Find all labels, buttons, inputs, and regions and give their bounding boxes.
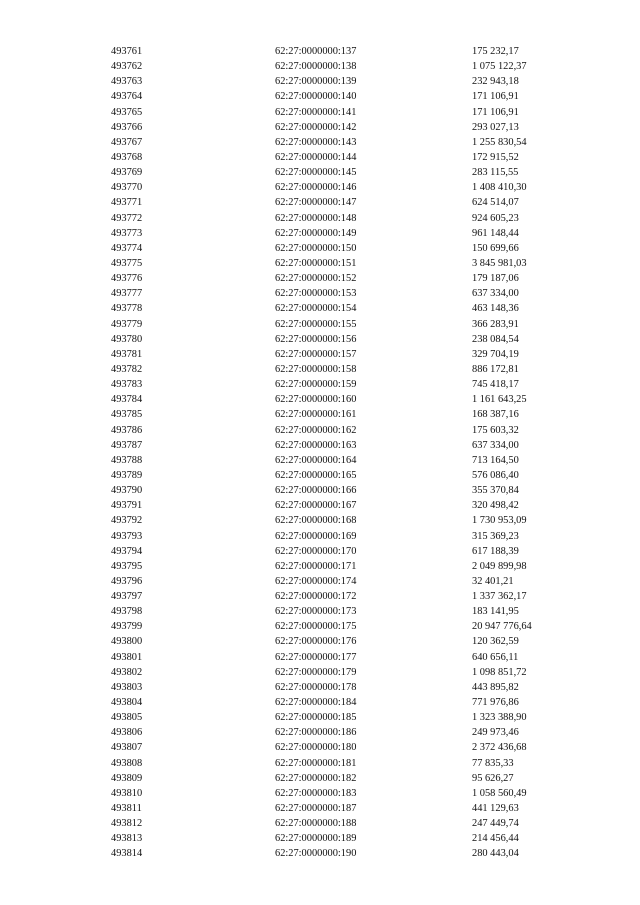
value-cell: 2 372 436,68 [472,742,527,754]
row-number-cell: 493776 [111,273,143,285]
value-cell: 95 626,27 [472,772,514,784]
value-cell: 924 605,23 [472,212,519,224]
value-cell: 886 172,81 [472,363,519,375]
row-number-cell: 493786 [111,424,143,436]
row-number-cell: 493766 [111,121,143,133]
value-cell: 2 049 899,98 [472,560,527,572]
cadastral-number-cell: 62:27:0000000:142 [275,121,357,133]
value-cell: 320 498,42 [472,500,519,512]
cadastral-number-cell: 62:27:0000000:179 [275,666,357,678]
row-number-cell: 493814 [111,848,143,860]
row-number-cell: 493775 [111,257,143,269]
row-number-cell: 493798 [111,606,143,618]
cadastral-value-table [111,44,571,862]
table-row [111,846,571,861]
table-row [111,241,571,256]
value-cell: 293 027,13 [472,121,519,133]
table-row [111,619,571,634]
value-cell: 366 283,91 [472,318,519,330]
value-cell: 745 418,17 [472,379,519,391]
table-row [111,634,571,649]
value-cell: 463 148,36 [472,303,519,315]
table-row [111,574,571,589]
row-number-cell: 493762 [111,61,143,73]
row-number-cell: 493811 [111,803,142,815]
cadastral-number-cell: 62:27:0000000:162 [275,424,357,436]
cadastral-number-cell: 62:27:0000000:147 [275,197,357,209]
table-row [111,256,571,271]
table-row [111,725,571,740]
row-number-cell: 493792 [111,515,143,527]
cadastral-number-cell: 62:27:0000000:152 [275,273,357,285]
row-number-cell: 493803 [111,681,143,693]
value-cell: 283 115,55 [472,167,519,179]
row-number-cell: 493799 [111,621,143,633]
value-cell: 624 514,07 [472,197,519,209]
table-row [111,347,571,362]
row-number-cell: 493777 [111,288,143,300]
table-row [111,423,571,438]
value-cell: 1 161 643,25 [472,394,527,406]
row-number-cell: 493797 [111,591,143,603]
table-row [111,513,571,528]
value-cell: 175 603,32 [472,424,519,436]
table-row [111,44,571,59]
cadastral-number-cell: 62:27:0000000:157 [275,348,357,360]
row-number-cell: 493809 [111,772,143,784]
table-row [111,453,571,468]
cadastral-number-cell: 62:27:0000000:154 [275,303,357,315]
row-number-cell: 493765 [111,106,143,118]
cadastral-number-cell: 62:27:0000000:140 [275,91,357,103]
cadastral-number-cell: 62:27:0000000:174 [275,575,357,587]
value-cell: 637 334,00 [472,288,519,300]
table-row [111,59,571,74]
cadastral-number-cell: 62:27:0000000:173 [275,606,357,618]
row-number-cell: 493810 [111,787,143,799]
table-row [111,801,571,816]
row-number-cell: 493781 [111,348,143,360]
table-row [111,165,571,180]
table-row [111,362,571,377]
table-row [111,498,571,513]
row-number-cell: 493774 [111,242,143,254]
value-cell: 1 337 362,17 [472,591,527,603]
table-row [111,544,571,559]
cadastral-number-cell: 62:27:0000000:164 [275,454,357,466]
row-number-cell: 493771 [111,197,143,209]
row-number-cell: 493800 [111,636,143,648]
cadastral-number-cell: 62:27:0000000:158 [275,363,357,375]
cadastral-number-cell: 62:27:0000000:189 [275,833,357,845]
row-number-cell: 493808 [111,757,143,769]
table-row [111,604,571,619]
cadastral-number-cell: 62:27:0000000:146 [275,182,357,194]
value-cell: 214 456,44 [472,833,519,845]
cadastral-number-cell: 62:27:0000000:156 [275,333,357,345]
table-row [111,135,571,150]
table-row [111,317,571,332]
cadastral-number-cell: 62:27:0000000:168 [275,515,357,527]
table-row [111,150,571,165]
row-number-cell: 493791 [111,500,143,512]
row-number-cell: 493804 [111,697,143,709]
table-row [111,559,571,574]
value-cell: 355 370,84 [472,485,519,497]
table-row [111,180,571,195]
value-cell: 640 656,11 [472,651,519,663]
value-cell: 1 058 560,49 [472,787,527,799]
value-cell: 172 915,52 [472,151,519,163]
table-row [111,407,571,422]
table-row [111,756,571,771]
row-number-cell: 493793 [111,530,143,542]
value-cell: 1 255 830,54 [472,136,527,148]
value-cell: 249 973,46 [472,727,519,739]
cadastral-number-cell: 62:27:0000000:166 [275,485,357,497]
value-cell: 77 835,33 [472,757,514,769]
row-number-cell: 493795 [111,560,143,572]
table-row [111,377,571,392]
row-number-cell: 493763 [111,76,143,88]
cadastral-number-cell: 62:27:0000000:151 [275,257,357,269]
row-number-cell: 493805 [111,712,143,724]
row-number-cell: 493806 [111,727,143,739]
table-row [111,529,571,544]
table-row [111,665,571,680]
table-row [111,483,571,498]
table-row [111,650,571,665]
value-cell: 280 443,04 [472,848,519,860]
cadastral-number-cell: 62:27:0000000:138 [275,61,357,73]
value-cell: 171 106,91 [472,91,519,103]
table-row [111,816,571,831]
cadastral-number-cell: 62:27:0000000:163 [275,439,357,451]
value-cell: 20 947 776,64 [472,621,532,633]
row-number-cell: 493764 [111,91,143,103]
cadastral-number-cell: 62:27:0000000:153 [275,288,357,300]
cadastral-number-cell: 62:27:0000000:159 [275,379,357,391]
cadastral-number-cell: 62:27:0000000:175 [275,621,357,633]
cadastral-number-cell: 62:27:0000000:182 [275,772,357,784]
cadastral-number-cell: 62:27:0000000:186 [275,727,357,739]
value-cell: 168 387,16 [472,409,519,421]
cadastral-number-cell: 62:27:0000000:149 [275,227,357,239]
cadastral-number-cell: 62:27:0000000:143 [275,136,357,148]
row-number-cell: 493794 [111,545,143,557]
value-cell: 1 730 953,09 [472,515,527,527]
value-cell: 315 369,23 [472,530,519,542]
value-cell: 617 188,39 [472,545,519,557]
table-row [111,89,571,104]
row-number-cell: 493812 [111,818,143,830]
row-number-cell: 493767 [111,136,143,148]
cadastral-number-cell: 62:27:0000000:172 [275,591,357,603]
value-cell: 232 943,18 [472,76,519,88]
cadastral-number-cell: 62:27:0000000:190 [275,848,357,860]
value-cell: 1 323 388,90 [472,712,527,724]
row-number-cell: 493779 [111,318,143,330]
value-cell: 637 334,00 [472,439,519,451]
table-row [111,74,571,89]
cadastral-number-cell: 62:27:0000000:180 [275,742,357,754]
value-cell: 238 084,54 [472,333,519,345]
cadastral-number-cell: 62:27:0000000:181 [275,757,357,769]
row-number-cell: 493790 [111,485,143,497]
cadastral-number-cell: 62:27:0000000:171 [275,560,357,572]
value-cell: 179 187,06 [472,273,519,285]
cadastral-number-cell: 62:27:0000000:150 [275,242,357,254]
cadastral-number-cell: 62:27:0000000:145 [275,167,357,179]
value-cell: 32 401,21 [472,575,514,587]
table-row [111,468,571,483]
table-row [111,301,571,316]
row-number-cell: 493761 [111,46,143,57]
cadastral-number-cell: 62:27:0000000:148 [275,212,357,224]
table-row [111,771,571,786]
cadastral-number-cell: 62:27:0000000:184 [275,697,357,709]
value-cell: 1 075 122,37 [472,61,527,73]
row-number-cell: 493789 [111,469,143,481]
value-cell: 961 148,44 [472,227,519,239]
cadastral-number-cell: 62:27:0000000:169 [275,530,357,542]
value-cell: 247 449,74 [472,818,519,830]
cadastral-number-cell: 62:27:0000000:155 [275,318,357,330]
table-row [111,211,571,226]
cadastral-number-cell: 62:27:0000000:176 [275,636,357,648]
value-cell: 441 129,63 [472,803,519,815]
row-number-cell: 493788 [111,454,143,466]
value-cell: 1 098 851,72 [472,666,527,678]
cadastral-number-cell: 62:27:0000000:160 [275,394,357,406]
table-row [111,226,571,241]
row-number-cell: 493783 [111,379,143,391]
cadastral-number-cell: 62:27:0000000:167 [275,500,357,512]
row-number-cell: 493813 [111,833,143,845]
table-row [111,589,571,604]
value-cell: 3 845 981,03 [472,257,527,269]
table-row [111,786,571,801]
table-row [111,392,571,407]
cadastral-number-cell: 62:27:0000000:141 [275,106,357,118]
row-number-cell: 493780 [111,333,143,345]
value-cell: 183 141,95 [472,606,519,618]
value-cell: 120 362,59 [472,636,519,648]
cadastral-number-cell: 62:27:0000000:139 [275,76,357,88]
cadastral-number-cell: 62:27:0000000:137 [275,46,357,57]
cadastral-number-cell: 62:27:0000000:165 [275,469,357,481]
value-cell: 771 976,86 [472,697,519,709]
row-number-cell: 493778 [111,303,143,315]
row-number-cell: 493796 [111,575,143,587]
value-cell: 1 408 410,30 [472,182,527,194]
row-number-cell: 493773 [111,227,143,239]
table-row [111,831,571,846]
row-number-cell: 493801 [111,651,143,663]
table-row [111,195,571,210]
row-number-cell: 493787 [111,439,143,451]
row-number-cell: 493770 [111,182,143,194]
row-number-cell: 493772 [111,212,143,224]
value-cell: 150 699,66 [472,242,519,254]
cadastral-number-cell: 62:27:0000000:188 [275,818,357,830]
table-row [111,120,571,135]
value-cell: 576 086,40 [472,469,519,481]
cadastral-number-cell: 62:27:0000000:177 [275,651,357,663]
cadastral-number-cell: 62:27:0000000:161 [275,409,357,421]
cadastral-number-cell: 62:27:0000000:170 [275,545,357,557]
table-row [111,740,571,755]
cadastral-number-cell: 62:27:0000000:178 [275,681,357,693]
row-number-cell: 493769 [111,167,143,179]
value-cell: 713 164,50 [472,454,519,466]
row-number-cell: 493807 [111,742,143,754]
table-row [111,710,571,725]
value-cell: 329 704,19 [472,348,519,360]
row-number-cell: 493785 [111,409,143,421]
row-number-cell: 493784 [111,394,143,406]
cadastral-number-cell: 62:27:0000000:185 [275,712,357,724]
row-number-cell: 493782 [111,363,143,375]
table-row [111,680,571,695]
table-row [111,332,571,347]
table-row [111,286,571,301]
row-number-cell: 493768 [111,151,143,163]
value-cell: 443 895,82 [472,681,519,693]
row-number-cell: 493802 [111,666,143,678]
cadastral-number-cell: 62:27:0000000:187 [275,803,357,815]
cadastral-number-cell: 62:27:0000000:144 [275,151,357,163]
table-row [111,695,571,710]
cadastral-number-cell: 62:27:0000000:183 [275,787,357,799]
value-cell: 175 232,17 [472,46,519,57]
table-row [111,438,571,453]
table-row [111,271,571,286]
value-cell: 171 106,91 [472,106,519,118]
table-row [111,105,571,120]
